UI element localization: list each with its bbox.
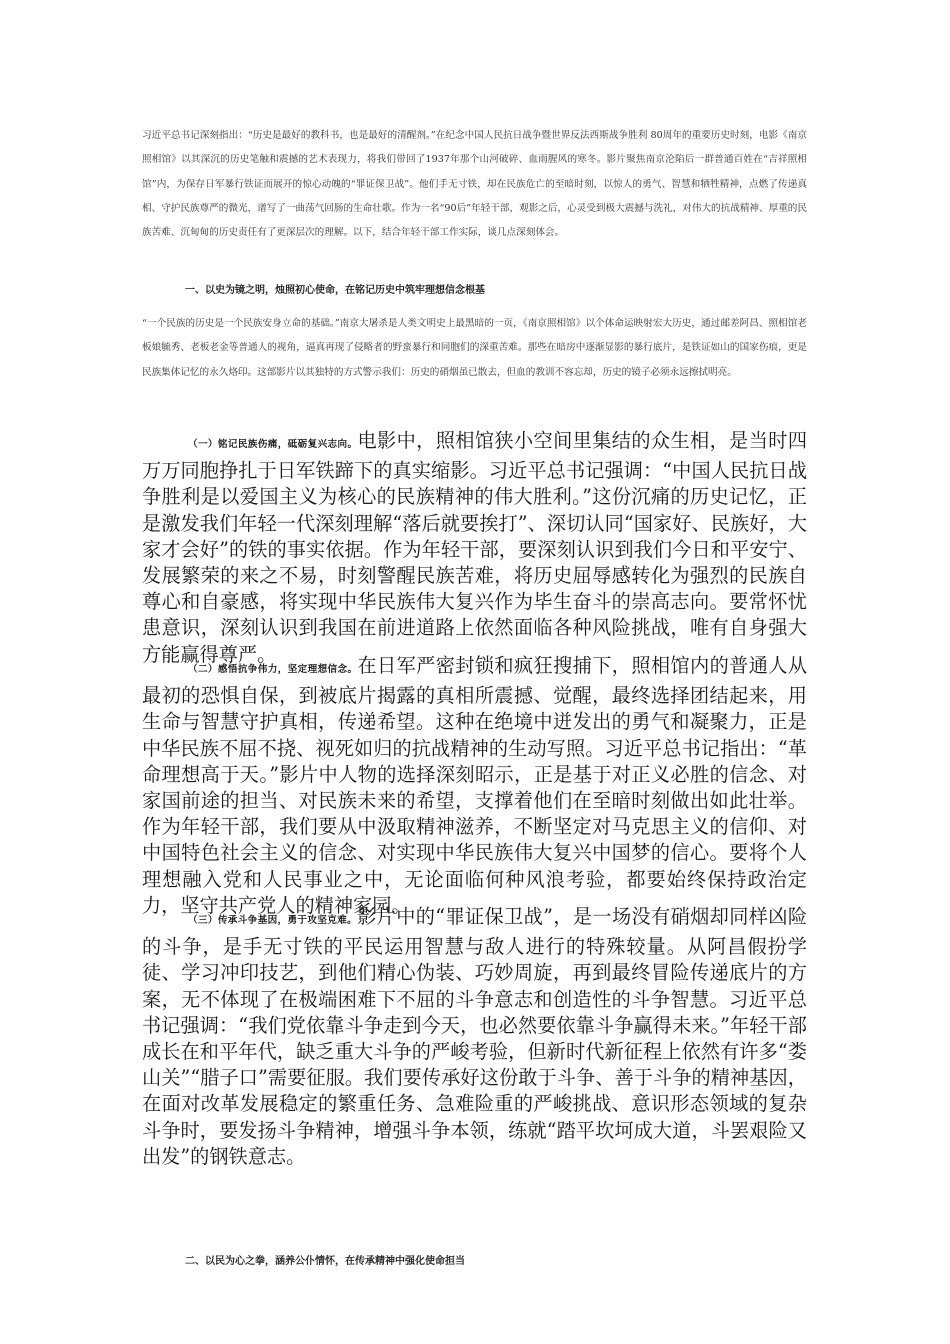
subsection-3-body: 影片中的“罪证保卫战”，是一场没有硝烟却同样凶险的斗争，是手无寸铁的平民运用智慧与敌人进行的特殊较量。从阿昌假扮学徒、学习冲印技艺，到他们精心伪装、巧妙周旋，再到最终冒险传递底片的方案，无不体现了在极端困难下不屈的斗争意志和创造性的斗争智慧。习近平总书记强调：“我们党依靠斗争走到今天，也必然要依靠斗争赢得未来。”年轻干部成长在和平年代，缺乏重大斗争的严峻考验，但新时代新征程上依然有许多“娄山关”“腊子口”需要征服。我们要传承好这份敢于斗争、善于斗争的精神基因，在面对改革发展稳定的繁重任务、急难险重的严峻挑战、意识形态领域的复杂斗争时，要发扬斗争精神，增强斗争本领，练就“踏平坎坷成大道，斗罢艰险又出发”的钢铁意志。 — [142, 905, 808, 1168]
subsection-3-lead: （三）传承斗争基因，勇于攻坚克难。 — [188, 915, 358, 926]
subsection-2-lead: （二）感悟抗争伟力，坚定理想信念。 — [188, 664, 358, 675]
subsection-1-body: 电影中，照相馆狭小空间里集结的众生相，是当时四万万同胞挣扎于日军铁蹄下的真实缩影。习近平总书记强调：“中国人民抗日战争胜利是以爱国主义为核心的民族精神的伟大胜利。”这份沉痛的历史记忆，正是激发我们年轻一代深刻理解“落后就要挨打”、深切认同“国家好、民族好，大家才会好”的铁的事实依据。作为年轻干部，要深刻认识到我们今日和平安宁、发展繁荣的来之不易，时刻警醒民族苦难，将历史屈辱感转化为强烈的民族自尊心和自豪感，将实现中华民族伟大复兴作为毕生奋斗的崇高志向。要常怀忧患意识，深刻认识到我国在前进道路上依然面临各种风险挑战，唯有自身强大方能赢得尊严。 — [142, 429, 808, 666]
intro-paragraph: 习近平总书记深刻指出：“历史是最好的教科书，也是最好的清醒剂。”在纪念中国人民抗日战争暨世界反法西斯战争胜利 80周年的重要历史时刻，电影《南京照相馆》以其深沉的历史笔触和震撼的艺术表现力，将我们带回了1937年那个山河破碎、血雨腥风的寒冬。影片聚焦南京沦陷后一群普通百姓在“吉祥照相馆”内，为保存日军暴行铁证而展开的惊心动魄的“罪证保卫战”。他们手无寸铁，却在民族危亡的至暗时刻，以惊人的勇气、智慧和牺牲精神，点燃了传递真相、守护民族尊严的微光，谱写了一曲荡气回肠的生命壮歌。作为一名“90后”年轻干部，观影之后，心灵受到极大震撼与洗礼，对伟大的抗战精神、厚重的民族苦难、沉甸甸的历史责任有了更深层次的理解。以下，结合年轻干部工作实际，谈几点深刻体会。 — [142, 130, 807, 239]
subsection-3 — [142, 904, 807, 1170]
subsection-2-body: 在日军严密封锁和疯狂搜捕下，照相馆内的普通人从最初的恐惧自保，到被底片揭露的真相所震撼、觉醒，最终选择团结起来，用生命与智慧守护真相，传递希望。这种在绝境中迸发出的勇气和凝聚力，正是中华民族不屈不挠、视死如归的抗战精神的生动写照。习近平总书记指出：“革命理想高于天。”影片中人物的选择深刻昭示，正是基于对正义必胜的信念、对家国前途的担当、对民族未来的希望，支撑着他们在至暗时刻做出如此壮举。作为年轻干部，我们要从中汲取精神滋养，不断坚定对马克思主义的信仰、对中国特色社会主义的信念、对实现中华民族伟大复兴中国梦的信心。要将个人理想融入党和人民事业之中，无论面临何种风浪考验，都要始终保持政治定力，坚守共产党人的精神家园。 — [142, 654, 808, 917]
subsection-1 — [142, 428, 807, 668]
subsection-1-lead: （一）铭记民族伤痛，砥砺复兴志向。 — [188, 439, 358, 450]
section-1-paragraph: “一个民族的历史是一个民族安身立命的基础。”南京大屠杀是人类文明史上最黑暗的一页，《南京照相馆》以个体命运映射宏大历史，通过邮差阿昌、照相馆老板娘毓秀、老板老金等普通人的视角，逼真再现了侵略者的野蛮暴行和同胞们的深重苦难。那些在暗房中逐渐显影的暴行底片，是铁证如山的国家伤痕，更是民族集体记忆的永久烙印。这部影片以其独特的方式警示我们：历史的硝烟虽已散去，但血的教训不容忘却，历史的镜子必须永远擦拭明亮。 — [142, 318, 807, 378]
section-2-heading: 二、以民为心之拳，涵养公仆情怀，在传承精神中强化使命担当 — [185, 1256, 465, 1267]
section-1-heading: 一、以史为镜之明，烛照初心使命，在铭记历史中筑牢理想信念根基 — [185, 285, 485, 296]
subsection-2 — [142, 653, 807, 919]
